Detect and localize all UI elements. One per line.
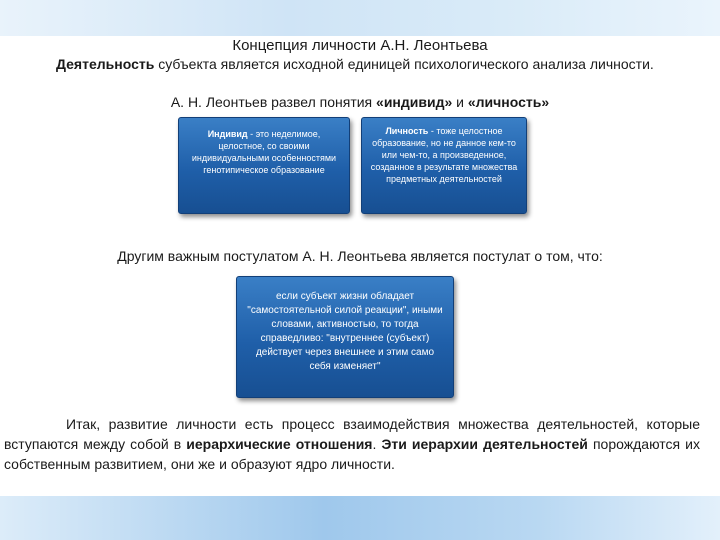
- closing-text-3: порождаются их собственным развитием, они же и образуют ядро личности.: [4, 436, 700, 472]
- concept-personality: «личность»: [467, 94, 550, 110]
- individual-card-term: Индивид: [207, 129, 248, 139]
- closing-text-1: Итак, развитие личности есть процесс взаимодействия множества деятельностей, которые вступаются между собой в: [4, 416, 700, 452]
- concept-individual: «индивид»: [376, 94, 453, 110]
- personality-card-text: - тоже целостное образование, но не данное кем-то или чем-то, а произведенное, созданное в результате множества предметных деятельностей: [370, 126, 518, 184]
- concepts-line: [0, 93, 720, 112]
- closing-text-2: .: [372, 436, 382, 452]
- lead-text: субъекта является исходной единицей психологического анализа личности.: [154, 56, 654, 72]
- individual-card-text: - это неделимое, целостное, со своими индивидуальными особенностями генотипическое образование: [191, 129, 337, 175]
- closing-bold-1: иерархические отношения: [186, 436, 373, 452]
- slide-top-band: [0, 0, 720, 36]
- closing-paragraph: [4, 414, 700, 474]
- slide-bottom-band: [0, 496, 720, 540]
- personality-card-term: Личность: [385, 126, 429, 136]
- lead-paragraph: [4, 55, 704, 74]
- closing-bold-2: Эти иерархии деятельностей: [381, 436, 588, 452]
- lead-term: Деятельность: [56, 56, 155, 72]
- postulate-card-text: если субъект жизни обладает "самостоятельной силой реакции", иными словами, активностью, то тогда справедливо: "внутреннее (субъект) действует через внешнее и этим само себя изменяет": [247, 291, 443, 372]
- page-title: Концепция личности А.Н. Леонтьева: [232, 37, 488, 54]
- postulate-line: Другим важным постулатом А. Н. Леонтьева является постулат о том, что:: [117, 248, 603, 264]
- concepts-prefix: А. Н. Леонтьев развел понятия: [170, 94, 377, 110]
- postulate-card: [236, 276, 454, 398]
- personality-card: [361, 117, 527, 214]
- individual-card: [178, 117, 350, 214]
- concepts-mid: и: [452, 94, 468, 110]
